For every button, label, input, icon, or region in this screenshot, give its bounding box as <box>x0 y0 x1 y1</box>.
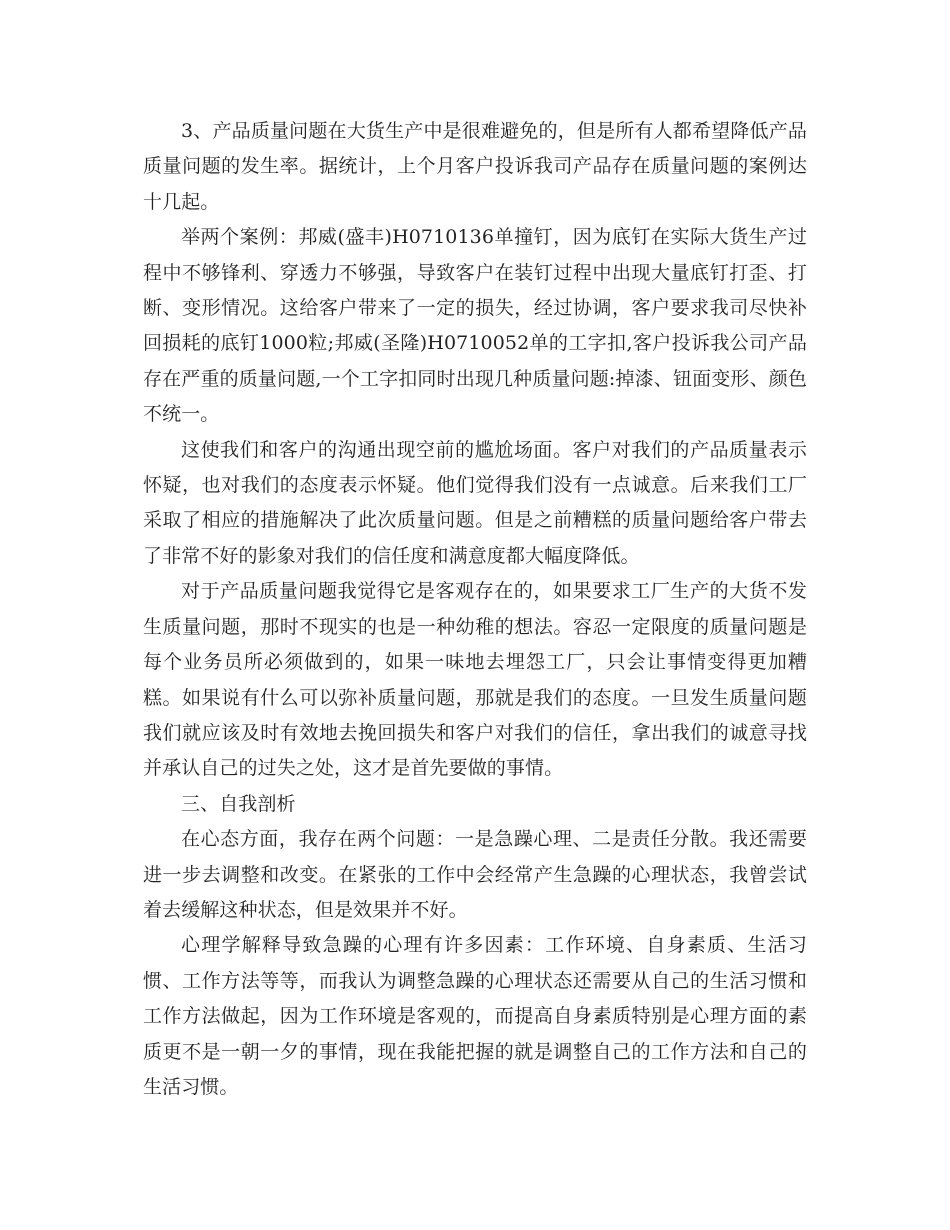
paragraph-quality-intro: 3、产品质量问题在大货生产中是很难避免的，但是所有人都希望降低产品质量问题的发生率。据统计，上个月客户投诉我司产品存在质量问题的案例达十几起。 <box>143 120 807 213</box>
paragraph-psychology: 心理学解释导致急躁的心理有许多因素：工作环境、自身素质、生活习惯、工作方法等等，而我认为调整急躁的心理状态还需要从自己的生活习惯和工作方法做起，因为工作环境是客观的，而提高自身素质特别是心理方面的素质更不是一朝一夕的事情，现在我能把握的就是调整自己的工作方法和自己的生活习惯。 <box>143 934 807 1098</box>
paragraph-customer-communication: 这使我们和客户的沟通出现空前的尴尬场面。客户对我们的产品质量表示怀疑，也对我们的态度表示怀疑。他们觉得我们没有一点诚意。后来我们工厂采取了相应的措施解决了此次质量问题。但是之前糟糕的质量问题给客户带去了非常不好的影象对我们的信任度和满意度都大幅度降低。 <box>143 438 807 567</box>
paragraph-quality-attitude: 对于产品质量问题我觉得它是客观存在的，如果要求工厂生产的大货不发生质量问题，那时不现实的也是一种幼稚的想法。容忍一定限度的质量问题是每个业务员所必须做到的，如果一味地去埋怨工厂，只会让事情变得更加糟糕。如果说有什么可以弥补质量问题，那就是我们的态度。一旦发生质量问题我们就应该及时有效地去挽回损失和客户对我们的信任，拿出我们的诚意寻找并承认自己的过失之处，这才是首先要做的事情。 <box>143 580 807 780</box>
paragraph-case-examples: 举两个案例：邦威(盛丰)H0710136单撞钉，因为底钉在实际大货生产过程中不够锋利、穿透力不够强，导致客户在装钉过程中出现大量底钉打歪、打断、变形情况。这给客户带来了一定的损失，经过协调，客户要求我司尽快补回损耗的底钉1000粒;邦威(圣隆)H0710052单的工字扣,客户投诉我公司产品存在严重的质量问题,一个工字扣同时出现几种质量问题:掉漆、钮面变形、颜色不统一。 <box>143 226 807 426</box>
document-body <box>143 114 807 1105</box>
paragraph-mindset: 在心态方面，我存在两个问题：一是急躁心理、二是责任分散。我还需要进一步去调整和改变。在紧张的工作中会经常产生急躁的心理状态，我曾尝试着去缓解这种状态，但是效果并不好。 <box>143 828 807 921</box>
section-heading-self-analysis: 三、自我剖析 <box>181 792 296 815</box>
